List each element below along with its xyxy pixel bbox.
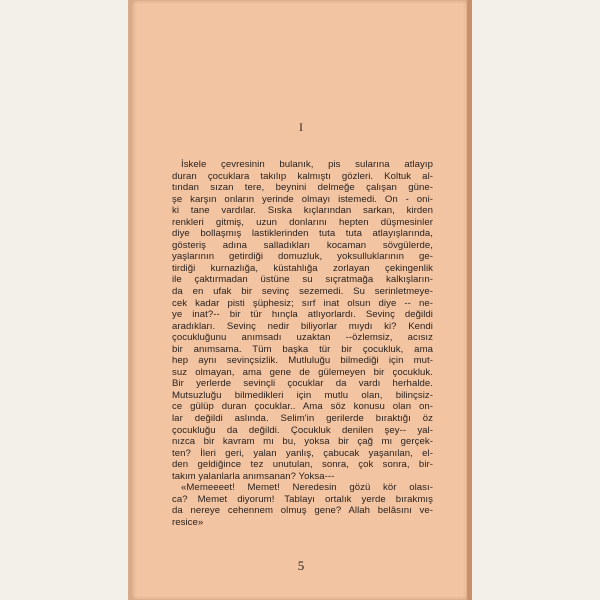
- text-line: hep aynı sevinçsizlik. Mutluluğu bilmediği için mut-: [172, 355, 433, 367]
- text-line: ile çaktırmadan üstüne su sıçratmağa kalkışların-: [172, 274, 433, 286]
- text-line: bir anımsama. Tüm başka tür bir çocukluk, ama: [172, 343, 433, 355]
- body-text: [172, 159, 433, 529]
- text-line: den geldiğince tez unutulan, sonra, çok sonra, bir-: [172, 459, 433, 471]
- text-line: lar değildi aslında. Selim'in gerilerde bıraktığı öz: [172, 413, 433, 425]
- text-line: aradıkları. Sevinç nedir biliyorlar mıydı ki? Kendi: [172, 320, 433, 332]
- text-line: da en ufak bir sevinç sezemedi. Su serinletmeye-: [172, 286, 433, 298]
- text-line: tirdiği kurnazlığa, küstahlığa zorlayan çekingenlik: [172, 262, 433, 274]
- text-line: cek kadar pisti şüphesiz; sırf inat olsun diye -- ne-: [172, 297, 433, 309]
- text-line: yaşlarının getirdiği domuzluk, yoksulluklarının ge-: [172, 251, 433, 263]
- text-line: çocukluğu da değildi. Çocukluk denilen şey-- yal-: [172, 424, 433, 436]
- text-line: ca? Memet diyorum! Tablayı ortalık yerde bırakmış: [172, 493, 433, 505]
- page-number: 5: [297, 558, 305, 573]
- text-line: ten? İleri geri, yalan yanlış, çabucak yaşanılan, el-: [172, 447, 433, 459]
- text-line: nızca bir kavram mı bu, yoksa bir çağ mı gerçek-: [172, 436, 433, 448]
- text-line: «Memeeeet! Memet! Neredesin gözü kör olası-: [181, 482, 433, 494]
- text-line: ye inat?-- bir tür hınçla atlıyorlardı. Sevinç değildi: [172, 309, 433, 321]
- book-page: [132, 0, 470, 600]
- text-line: diye bollaşmış lastiklerinden tuta tuta atlayışlarında,: [172, 228, 433, 240]
- text-line: ce gülüp duran çocuklar.. Ama söz konusu olan on-: [172, 401, 433, 413]
- text-line: resice»: [172, 516, 204, 528]
- text-line: şe karşın onların yerinde olmayı istemedi. On - oni-: [172, 193, 433, 205]
- text-line: renkleri gitmiş, uzun donlarını hepten düşmesinler: [172, 216, 433, 228]
- text-line: çocukluğunu anımsadı uzaktan --özlemsiz, acısız: [172, 332, 433, 344]
- page-right-edge: [467, 0, 472, 600]
- text-line: tından sızan tere, beynini delmeğe çalışan güne-: [172, 182, 433, 194]
- text-line: suz olmayan, ama gene de gülemeyen bir çocukluk.: [172, 366, 433, 378]
- text-line: İskele çevresinin bulanık, pis sularına atlayıp: [181, 159, 433, 170]
- chapter-number: I: [299, 120, 303, 134]
- text-line: da nereye cehennem olmuş gene? Allah belâsını ve-: [172, 505, 433, 517]
- text-line: ki tane vardılar. Sıska kıçlarından sarkan, kirden: [172, 205, 433, 217]
- text-line: gösteriş adına salladıkları kocaman sövgülerde,: [172, 239, 433, 251]
- text-line: Mutsuzluğu bilmedikleri için mutlu olan, bilinçsiz-: [172, 389, 433, 401]
- text-line: duran çocuklara takılıp kalmıştı gözleri. Koltuk al-: [172, 170, 433, 182]
- text-line: Bir yerlerde sevinçli çocuklar da vardı herhalde.: [172, 378, 433, 390]
- text-line: takım yalanlarla anımsanan? Yoksa---: [172, 470, 335, 482]
